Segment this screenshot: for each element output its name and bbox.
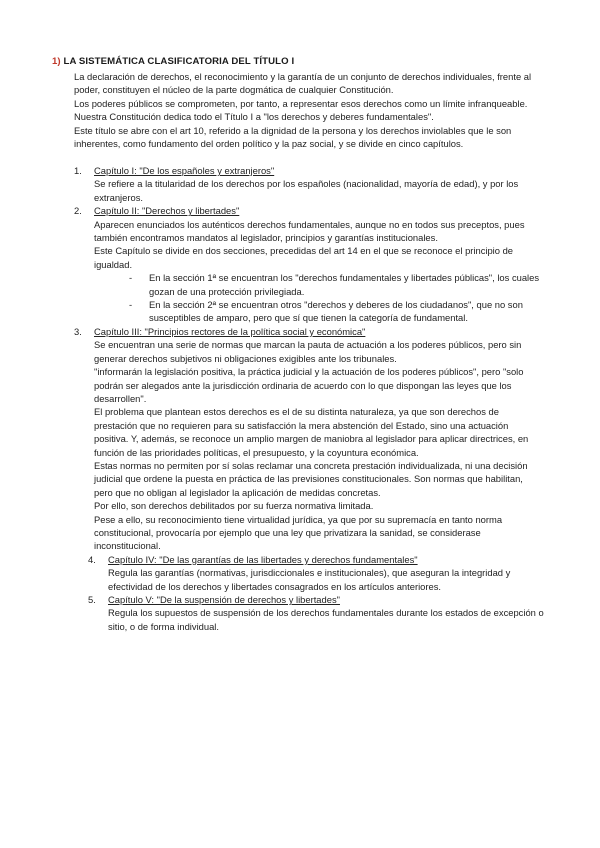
chapter-title: Capítulo II: "Derechos y libertades" — [94, 205, 240, 217]
intro-block — [74, 70, 544, 150]
chapter-number: 2. — [74, 205, 82, 217]
chapter-number: 3. — [74, 325, 82, 337]
chapter-title: Capítulo V: "De la suspensión de derechos y libertades" — [108, 594, 340, 605]
intro-paragraph: La declaración de derechos, el reconocimiento y la garantía de un conjunto de derechos individuales, frente al poder, constituyen el núcleo de la parte dogmática de cualquier Constitución. — [74, 71, 532, 96]
chapter-paragraph: Regula las garantías (normativas, jurisdiccionales e institucionales), que aseguran la integridad y efectividad de los derechos y libertades consagrados en los artículos anteriores. — [108, 567, 511, 592]
chapter-number: 4. — [88, 553, 96, 565]
chapter-title: Capítulo I: "De los españoles y extranjeros" — [94, 165, 275, 176]
chapter-paragraph: El problema que plantean estos derechos es el de su distinta naturaleza, ya que son derechos de prestación que no requieren para su satisfacción la mera abstención del Estado, sino una actuación positiva. Y, además, se reconoce un amplio margen de maniobra al legislador para aplicar directrices, en función de las prioridades políticas, el presupuesto, y la coyuntura económica. — [94, 406, 529, 458]
intro-paragraph: Los poderes públicos se comprometen, por tanto, a representar esos derechos como un límite infranqueable. — [74, 97, 528, 109]
chapter-title: Capítulo IV: "De las garantías de las libertades y derechos fundamentales" — [108, 553, 418, 565]
section-heading — [52, 55, 552, 68]
chapter-number: 5. — [88, 594, 96, 605]
section-number: 1) — [52, 56, 61, 67]
dash-icon: - — [129, 299, 133, 311]
bullet-text: En la sección 1ª se encuentran los "derechos fundamentales y libertades públicas", los cuales gozan de una protección privilegiada. — [149, 272, 540, 297]
chapter-paragraph: Este Capítulo se divide en dos secciones, precedidas del art 14 en el que se reconoce el principio de igualdad. — [94, 245, 514, 270]
chapter-paragraph: Se encuentran una serie de normas que marcan la pauta de actuación a los poderes públicos, pero sin generar derechos subjetivos ni obligaciones exigibles ante los tribunales. — [94, 339, 522, 364]
chapter-paragraph: Regula los supuestos de suspensión de los derechos fundamentales durante los estados de excepción o sitio, o de forma individual. — [108, 607, 544, 632]
chapter-2 — [74, 204, 544, 325]
dash-icon: - — [129, 272, 133, 284]
chapter-1 — [74, 164, 544, 204]
chapter-list — [74, 164, 544, 633]
chapter-paragraph: Pese a ello, su reconocimiento tiene virtualidad jurídica, ya que por su supremacía en tanto norma constitucional, provocaría por ejemplo que una ley que privatizara la sanidad, se considerase inconstitucional. — [94, 513, 503, 552]
chapter-4 — [88, 553, 544, 593]
chapter-paragraph: "informarán la legislación positiva, la práctica judicial y la actuación de los poderes públicos", pero "solo podrán ser alegados ante la jurisdicción ordinaria de acuerdo con lo que dispongan las leyes que los desarrollen". — [94, 366, 524, 404]
chapter-number: 1. — [74, 165, 82, 176]
section-bullet-list — [124, 271, 544, 325]
bullet-item — [124, 298, 544, 325]
chapter-paragraph: Estas normas no permiten por sí solas reclamar una concreta prestación individualizada, ni una decisión judicial que ordene la puesta en práctica de las previsiones constitucionales. Son normas que habilitan, pero que no obligan al legislador la aplicación de medidas concretas. — [94, 459, 528, 498]
bullet-item — [124, 271, 544, 298]
chapter-paragraph: Por ello, son derechos debilitados por su fuerza normativa limitada. — [94, 500, 374, 512]
chapter-paragraph: Aparecen enunciados los auténticos derechos fundamentales, aunque no en todos sus preceptos, pues también encontramos mandatos al legislador, principios y garantías institucionales. — [94, 218, 525, 244]
chapter-5 — [88, 593, 544, 633]
section-title: LA SISTEMÁTICA CLASIFICATORIA DEL TÍTULO I — [63, 56, 295, 67]
chapter-title: Capítulo III: "Principios rectores de la política social y económica" — [94, 325, 366, 337]
bullet-text: En la sección 2ª se encuentran otros "derechos y deberes de los ciudadanos", que no son susceptibles de amparo, pero que sí que tienen la categoría de fundamental. — [149, 299, 523, 324]
chapter-paragraph: Se refiere a la titularidad de los derechos por los españoles (nacionalidad, mayoría de edad), y por los extranjeros. — [94, 178, 519, 203]
chapter-3 — [74, 325, 544, 553]
intro-paragraph: Nuestra Constitución dedica todo el Título I a "los derechos y deberes fundamentales". — [74, 111, 434, 123]
intro-paragraph: Este título se abre con el art 10, referido a la dignidad de la persona y los derechos inviolables que le son inherentes, como fundamento del orden político y la paz social, y se divide en cinco capítulos. — [74, 124, 512, 150]
